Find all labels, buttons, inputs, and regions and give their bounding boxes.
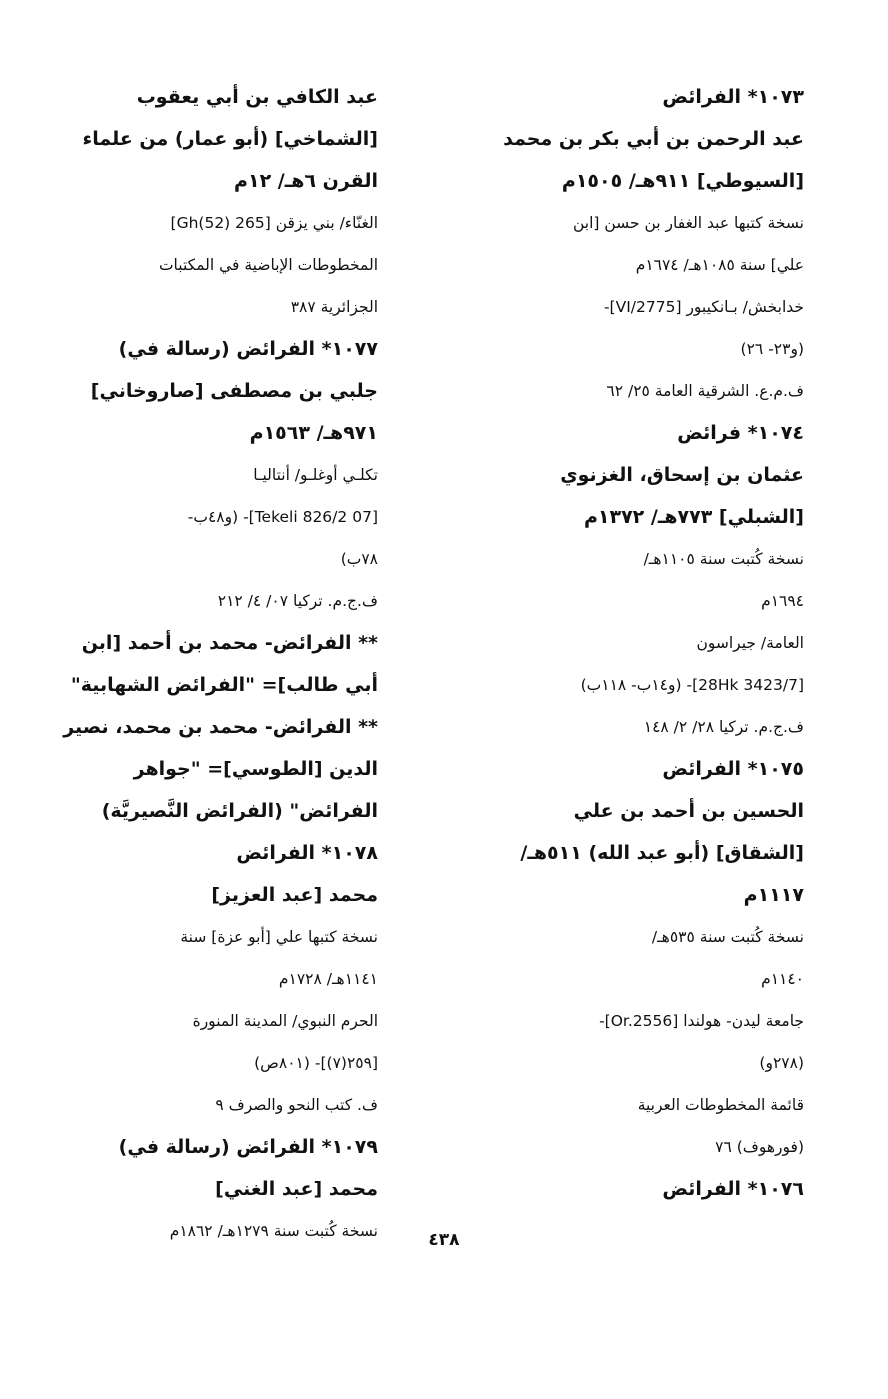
detail-line: نسخة كتبها عبد الغفار بن حسن [ابن	[572, 214, 804, 232]
detail-line: الغنّاء/ بني يزقن [265 Gh(52)]	[170, 214, 378, 232]
author-line: عبد الكافي بن أبي يعقوب	[136, 86, 378, 108]
detail-line: ٧٨ب)	[340, 550, 378, 568]
detail-line: ف. كتب النحو والصرف ٩	[215, 1096, 378, 1114]
author-line: جلبي بن مصطفى [صاروخاني]	[90, 380, 378, 402]
entry-heading: ١٠٧٩* الفرائض (رسالة في)	[118, 1136, 378, 1158]
detail-line: (٢٧٨و)	[759, 1054, 804, 1072]
author-line: [الشبلي] ٧٧٣هـ/ ١٣٧٢م	[583, 506, 804, 528]
entry-heading: ١٠٧٨* الفرائض	[236, 842, 378, 864]
author-line: الفرائض" (الفرائض النَّصيريَّة)	[101, 800, 378, 822]
detail-line: قائمة المخطوطات العربية	[637, 1096, 804, 1114]
detail-line: نسخة كُتبت سنة ١١٠٥هـ/	[643, 550, 804, 568]
detail-line: خدابخش/ بـانكيبور [2775/VI]-	[603, 298, 804, 316]
author-line: الدين [الطوسي]= "جواهر	[133, 758, 378, 780]
author-line: عبد الرحمن بن أبي بكر بن محمد	[503, 128, 804, 150]
detail-line: [28Hk 3423/7]- (و١٤ب- ١١٨ب)	[580, 676, 804, 694]
entry-heading: ١٠٧٤* فرائض	[677, 422, 804, 444]
detail-line: ١٦٩٤م	[761, 592, 804, 610]
author-line: [الشقاق] (أبو عبد الله) ٥١١هـ/	[520, 842, 804, 864]
author-line: عثمان بن إسحاق، الغزنوي	[560, 464, 804, 486]
author-line: ٩٧١هـ/ ١٥٦٣م	[249, 422, 378, 444]
detail-line: المخطوطات الإباضية في المكتبات	[158, 256, 378, 274]
detail-line: (و٢٣- ٢٦)	[740, 340, 804, 358]
author-line: ** الفرائض- محمد بن محمد، نصير	[63, 716, 378, 738]
detail-line: (فورهوف) ٧٦	[715, 1138, 804, 1156]
right-column	[462, 76, 804, 1210]
detail-line: ١١٤٠م	[761, 970, 804, 988]
detail-line: ف.ج.م. تركيا ٠٧/ ٤/ ٢١٢	[217, 592, 378, 610]
detail-line: ف.ج.م. تركيا ٢٨/ ٢/ ١٤٨	[643, 718, 804, 736]
detail-line: نسخة كُتبت سنة ٥٣٥هـ/	[651, 928, 804, 946]
author-line: [السيوطي] ٩١١هـ/ ١٥٠٥م	[561, 170, 804, 192]
detail-line: تكلـي أوغلـو/ أنتاليـا	[253, 466, 378, 484]
detail-line: ف.م.ع. الشرقية العامة ٢٥/ ٦٢	[606, 382, 804, 400]
detail-line: جامعة ليدن- هولندا [Or.2556]-	[599, 1012, 804, 1030]
author-line: الحسين بن أحمد بن علي	[573, 800, 804, 822]
entry-heading: ١٠٧٧* الفرائض (رسالة في)	[118, 338, 378, 360]
detail-line: الجزائرية ٣٨٧	[290, 298, 378, 316]
left-column	[63, 76, 378, 1252]
author-line: [الشماخي] (أبو عمار) من علماء	[82, 128, 378, 150]
author-line: محمد [عبد العزيز]	[211, 884, 378, 906]
detail-line: العامة/ جيراسون	[696, 634, 804, 652]
author-line: ١١١٧م	[743, 884, 804, 906]
detail-line: [07 Tekeli 826/2]- (و٤٨ب-	[187, 508, 378, 526]
detail-line: [٢٥٩(٧)]- (٨٠١ص)	[254, 1054, 378, 1072]
author-line: أبي طالب]= "الفرائض الشهابية"	[70, 674, 378, 696]
author-line: محمد [عبد الغني]	[215, 1178, 378, 1200]
author-line: ** الفرائض- محمد بن أحمد [ابن	[81, 632, 378, 654]
detail-line: نسخة كُتبت سنة ١٢٧٩هـ/ ١٨٦٢م	[169, 1222, 378, 1240]
detail-line: الحرم النبوي/ المدينة المنورة	[192, 1012, 378, 1030]
page-number: ٤٣٨	[428, 1230, 460, 1250]
detail-line: علي] سنة ١٠٨٥هـ/ ١٦٧٤م	[635, 256, 804, 274]
entry-heading: ١٠٧٥* الفرائض	[662, 758, 804, 780]
author-line: القرن ٦هـ/ ١٢م	[234, 170, 378, 192]
entry-heading: ١٠٧٦* الفرائض	[662, 1178, 804, 1200]
entry-heading: ١٠٧٣* الفرائض	[662, 86, 804, 108]
detail-line: ١١٤١هـ/ ١٧٢٨م	[278, 970, 378, 988]
detail-line: نسخة كتبها علي [أبو عزة] سنة	[180, 928, 378, 946]
